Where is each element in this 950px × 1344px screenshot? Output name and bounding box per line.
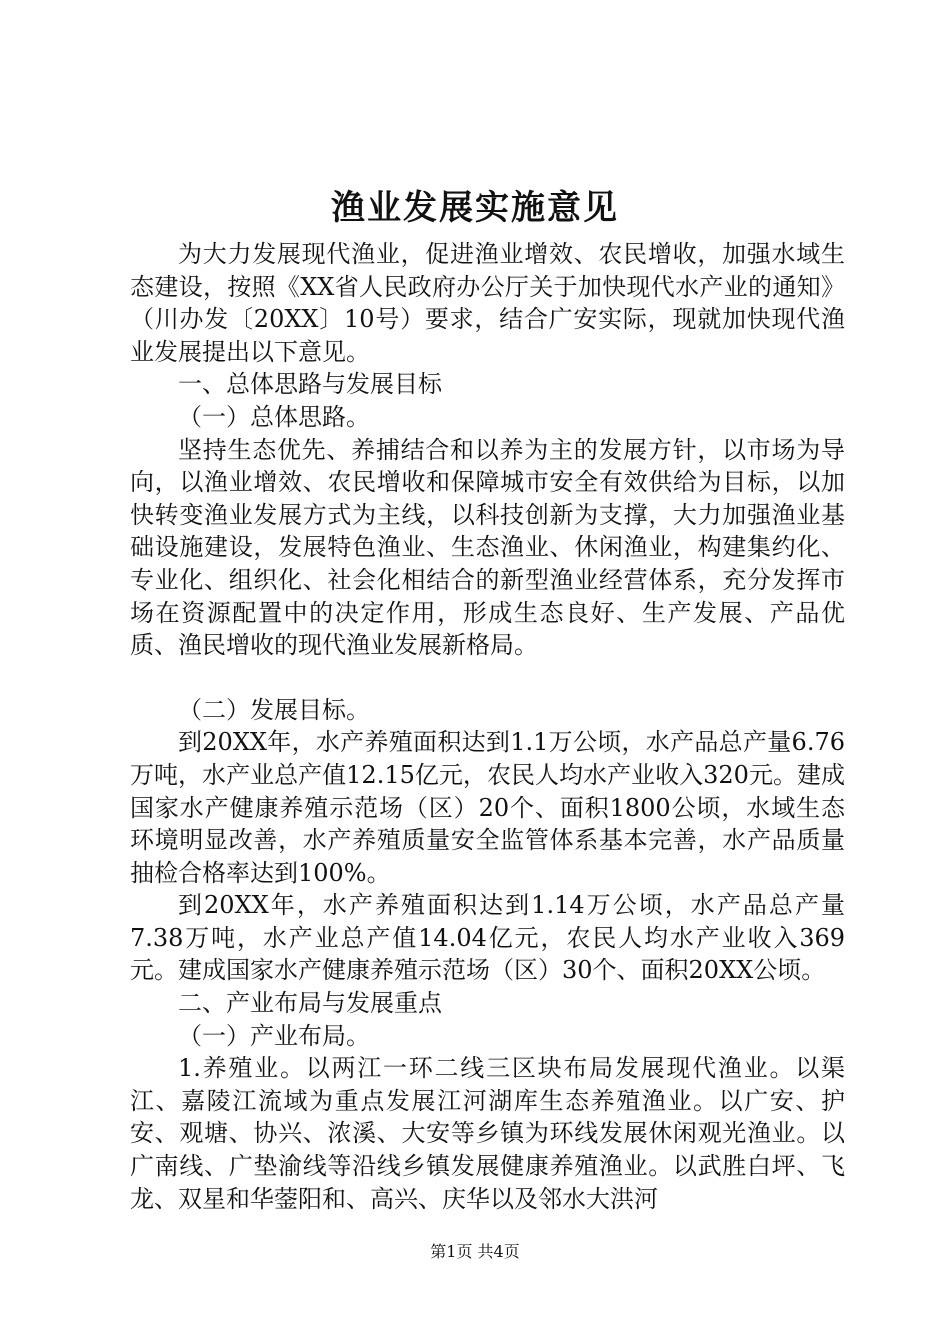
subsection-heading-2-1: （一）产业布局。: [178, 1021, 370, 1050]
section-heading-1: 一、总体思路与发展目标: [178, 370, 442, 399]
aquaculture-paragraph: 1.养殖业。以两江一环二线三区块布局发展现代渔业。以渠江、嘉陵江流域为重点发展江河湖库生态养殖渔业。以广安、护安、观塘、协兴、浓溪、大安等乡镇为环线发展休闲观光渔业。以广南线、广垫渝线等沿线乡镇发展健康养殖渔业。以武胜白坪、飞龙、双星和华蓥阳和、高兴、庆华以及邻水大洪河: [130, 1054, 845, 1213]
subsection-heading-1-2: （二）发展目标。: [178, 695, 370, 724]
subsection-heading-1-1: （一）总体思路。: [178, 402, 370, 431]
document-body: [130, 238, 845, 1215]
page-footer: 第1页 共4页: [430, 1242, 520, 1261]
intro-paragraph: 为大力发展现代渔业，促进渔业增效、农民增收，加强水域生态建设，按照《XX省人民政府办公厅关于加快现代水产业的通知》（川办发〔20XX〕10号）要求，结合广安实际，现就加快现代渔业发展提出以下意见。: [130, 240, 845, 366]
section-heading-2: 二、产业布局与发展重点: [178, 989, 442, 1018]
overall-approach-paragraph: 坚持生态优先、养捕结合和以养为主的发展方针，以市场为导向，以渔业增效、农民增收和保障城市安全有效供给为目标，以加快转变渔业发展方式为主线，以科技创新为支撑，大力加强渔业基础设施建设，发展特色渔业、生态渔业、休闲渔业，构建集约化、专业化、组织化、社会化相结合的新型渔业经营体系，充分发挥市场在资源配置中的决定作用，形成生态良好、生产发展、产品优质、渔民增收的现代渔业发展新格局。: [130, 435, 845, 660]
document-title: 渔业发展实施意见: [331, 188, 619, 228]
paragraph-spacer: [130, 662, 845, 694]
targets-paragraph-1: 到20XX年，水产养殖面积达到1.1万公顷，水产品总产量6.76万吨，水产业总产值12.15亿元，农民人均水产业收入320元。建成国家水产健康养殖示范场（区）20个、面积1800公顷，水域生态环境明显改善，水产养殖质量安全监管体系基本完善，水产品质量抽检合格率达到100%。: [130, 728, 845, 887]
targets-paragraph-2: 到20XX年，水产养殖面积达到1.14万公顷，水产品总产量7.38万吨，水产业总产值14.04亿元，农民人均水产业收入369元。建成国家水产健康养殖示范场（区）30个、面积20XX公顷。: [130, 891, 845, 985]
